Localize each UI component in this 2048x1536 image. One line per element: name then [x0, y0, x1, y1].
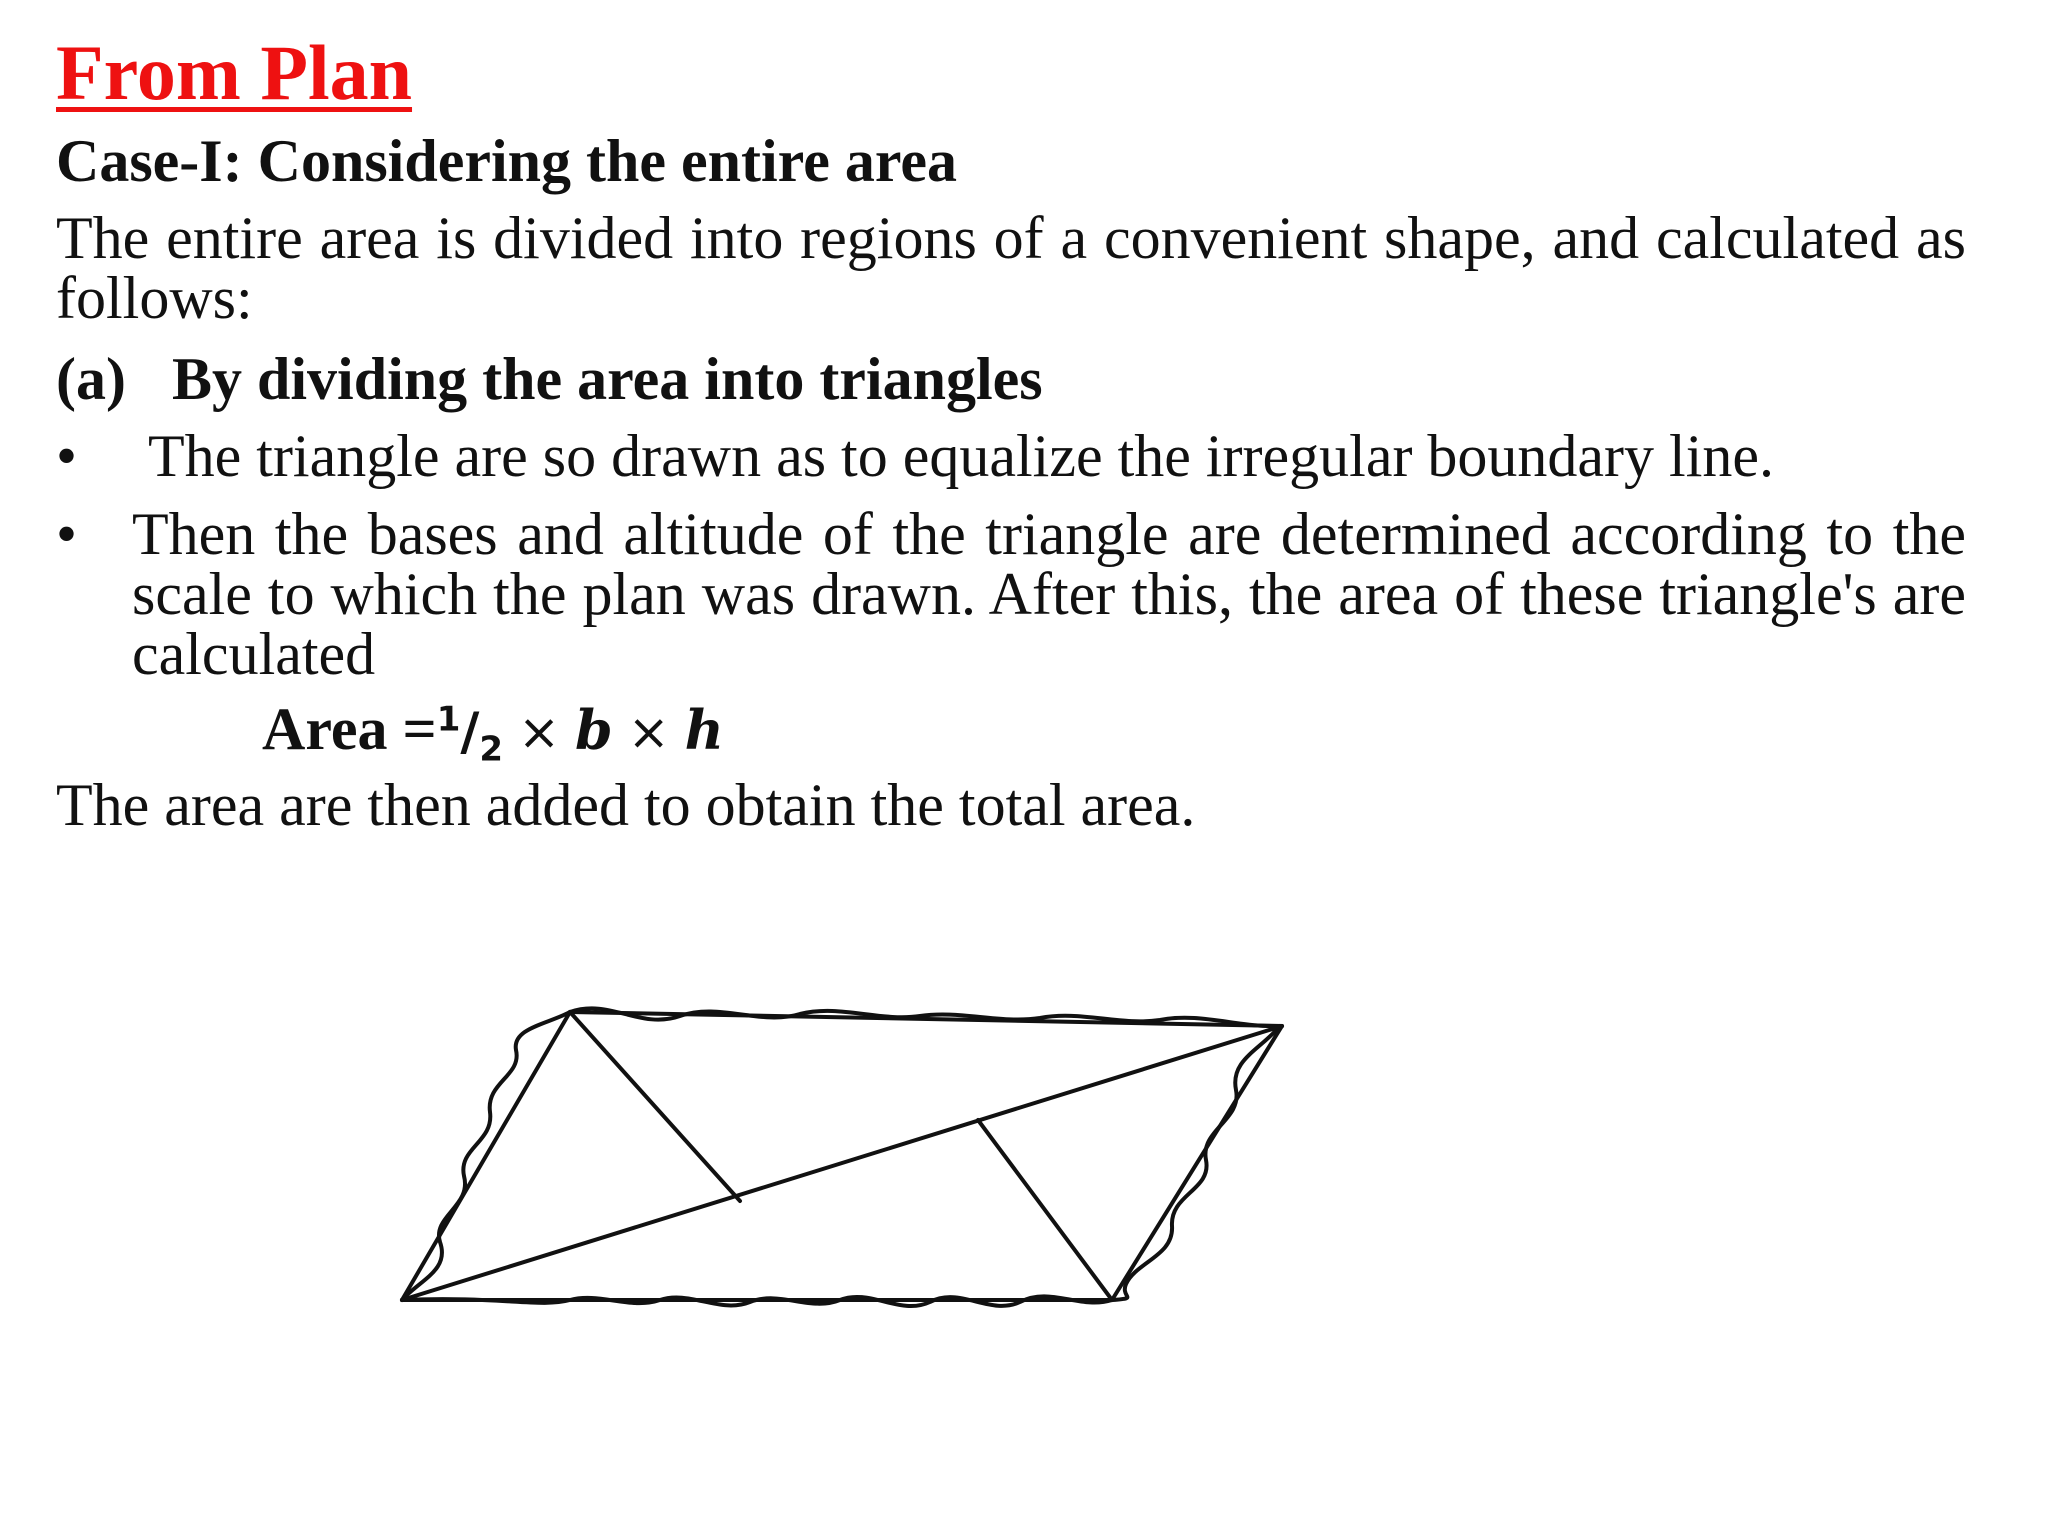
formula-equals: =	[402, 696, 437, 762]
bullet-text: Then the bases and altitude of the triangle are determined according to the scale to which the plan was drawn. After this, the area of these triangle's are calculated	[132, 501, 1966, 687]
altitude-upper-triangle	[570, 1012, 740, 1201]
formula-base: b	[574, 698, 613, 762]
method-heading	[56, 346, 1043, 412]
bullet-icon: •	[56, 501, 78, 567]
bullet-icon: •	[56, 423, 78, 489]
conclusion-paragraph: The area are then added to obtain the total area.	[56, 772, 1196, 838]
method-label: (a)	[56, 346, 126, 412]
case-heading: Case-I: Considering the entire area	[56, 128, 957, 194]
method-title: By dividing the area into triangles	[172, 346, 1043, 412]
altitude-lower-triangle	[978, 1120, 1112, 1300]
triangle-edge-right	[1112, 1026, 1282, 1300]
page-title: From Plan	[56, 29, 413, 116]
intro-paragraph: The entire area is divided into regions of a convenient shape, and calculated as follows:	[56, 205, 1966, 331]
formula-numerator: 1	[436, 699, 461, 740]
triangulated-field-diagram	[380, 980, 1460, 1340]
formula-word: Area	[262, 696, 388, 762]
formula-slash: /	[460, 702, 480, 762]
formula-height: h	[684, 698, 724, 762]
area-formula	[262, 696, 724, 769]
formula-times: ×	[627, 703, 670, 761]
bullet-text: The triangle are so drawn as to equalize the irregular boundary line.	[148, 423, 1775, 489]
formula-denominator: 2	[479, 729, 504, 770]
formula-fraction	[436, 699, 504, 770]
bullet-item	[56, 501, 1966, 687]
formula-times: ×	[518, 703, 560, 761]
